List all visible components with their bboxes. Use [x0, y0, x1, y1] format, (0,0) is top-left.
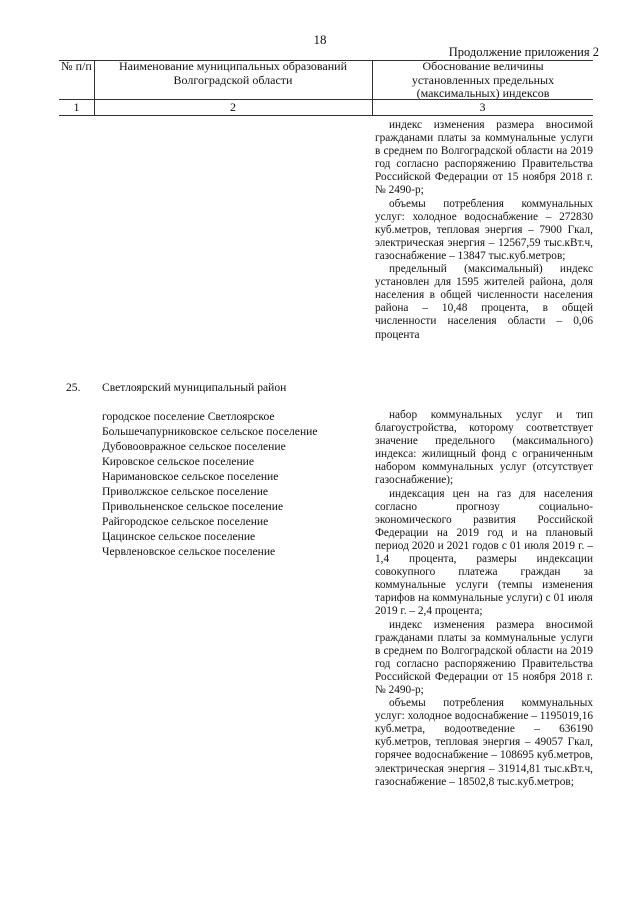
col-number-3: 3 — [479, 100, 486, 114]
paragraph: набор коммунальных услуг и тип благоустройства, которому соответствует значение предельного (максимального) индекса: жилищный фонд с ограниченным набором коммунальных услуг (отсутствует газоснабжение); — [375, 409, 593, 487]
settlement-list — [102, 409, 362, 559]
page-number: 18 — [313, 32, 327, 47]
list-item: Цацинское сельское поселение — [102, 530, 256, 543]
header-col-justification: Обоснование величины установленных предельных (максимальных) индексов — [411, 59, 555, 100]
list-item: Кировское сельское поселение — [102, 455, 254, 468]
list-item: Привольненское сельское поселение — [102, 500, 284, 513]
list-item: городское поселение Светлоярское — [102, 410, 275, 423]
col-number-1: 1 — [73, 100, 80, 114]
header-col-number: № п/п — [61, 59, 92, 73]
list-item: Дубовоовражное сельское поселение — [102, 440, 286, 453]
paragraph: предельный (максимальный) индекс установлен для 1595 жителей района, доля населения в общей численности населения района – 10,48 процента, в общей численности населения области – 0,06 процента — [375, 263, 593, 341]
list-item: Большечапурниковское сельское поселение — [102, 425, 318, 438]
district-name: Светлоярский муниципальный район — [102, 381, 287, 394]
paragraph: индекс изменения размера вносимой гражданами платы за коммунальные услуги в среднем по Волгоградской области на 2019 год согласно распоряжению Правительства Российской Федерации от 15 ноября 2018 г. № 2490-р; — [375, 119, 593, 197]
list-item: Райгородское сельское поселение — [102, 515, 269, 528]
row-number: 25. — [66, 381, 81, 394]
list-item: Приволжское сельское поселение — [102, 485, 269, 498]
row25-justification — [375, 409, 593, 789]
prev-row-justification — [375, 119, 593, 342]
paragraph: объемы потребления коммунальных услуг: холодное водоснабжение – 272830 куб.метров, тепловая энергия – 7900 Гкал, электрическая энергия – 12567,59 тыс.кВт.ч, газоснабжение – 13847 тыс.куб.метров; — [375, 197, 593, 262]
paragraph: объемы потребления коммунальных услуг: холодное водоснабжение – 1195019,16 куб.метра, водоотведение – 636190 куб.метров, тепловая энергия – 49057 Гкал, горячее водоснабжение – 108695 куб.метров, электрическая энергия – 31914,81 тыс.кВт.ч, газоснабжение – 18502,8 тыс.куб.метров; — [375, 697, 593, 788]
list-item: Червленовское сельское поселение — [102, 545, 276, 558]
numbering-bottom-rule — [59, 115, 593, 116]
continuation-label: Продолжение приложения 2 — [448, 45, 599, 59]
list-item: Наримановское сельское поселение — [102, 470, 279, 483]
paragraph: индекс изменения размера вносимой гражданами платы за коммунальные услуги в среднем по Волгоградской области на 2019 год согласно распоряжению Правительства Российской Федерации от 15 ноября 2018 г. № 2490-р; — [375, 618, 593, 696]
paragraph: индексация цен на газ для населения согласно прогнозу социально-экономического развития Российской Федерации на 2019 год и на плановый период 2020 и 2021 годов с 01 июля 2019 г. – 1,4 процента, размеры индексации совокупного платежа граждан за коммунальные услуги (темпы изменения тарифов на коммунальные услуги) с 01 июля 2019 г. – 2,4 процента; — [375, 487, 593, 618]
col-number-2: 2 — [230, 100, 236, 114]
header-col-municipality: Наименование муниципальных образований Волгоградской области — [118, 59, 348, 87]
